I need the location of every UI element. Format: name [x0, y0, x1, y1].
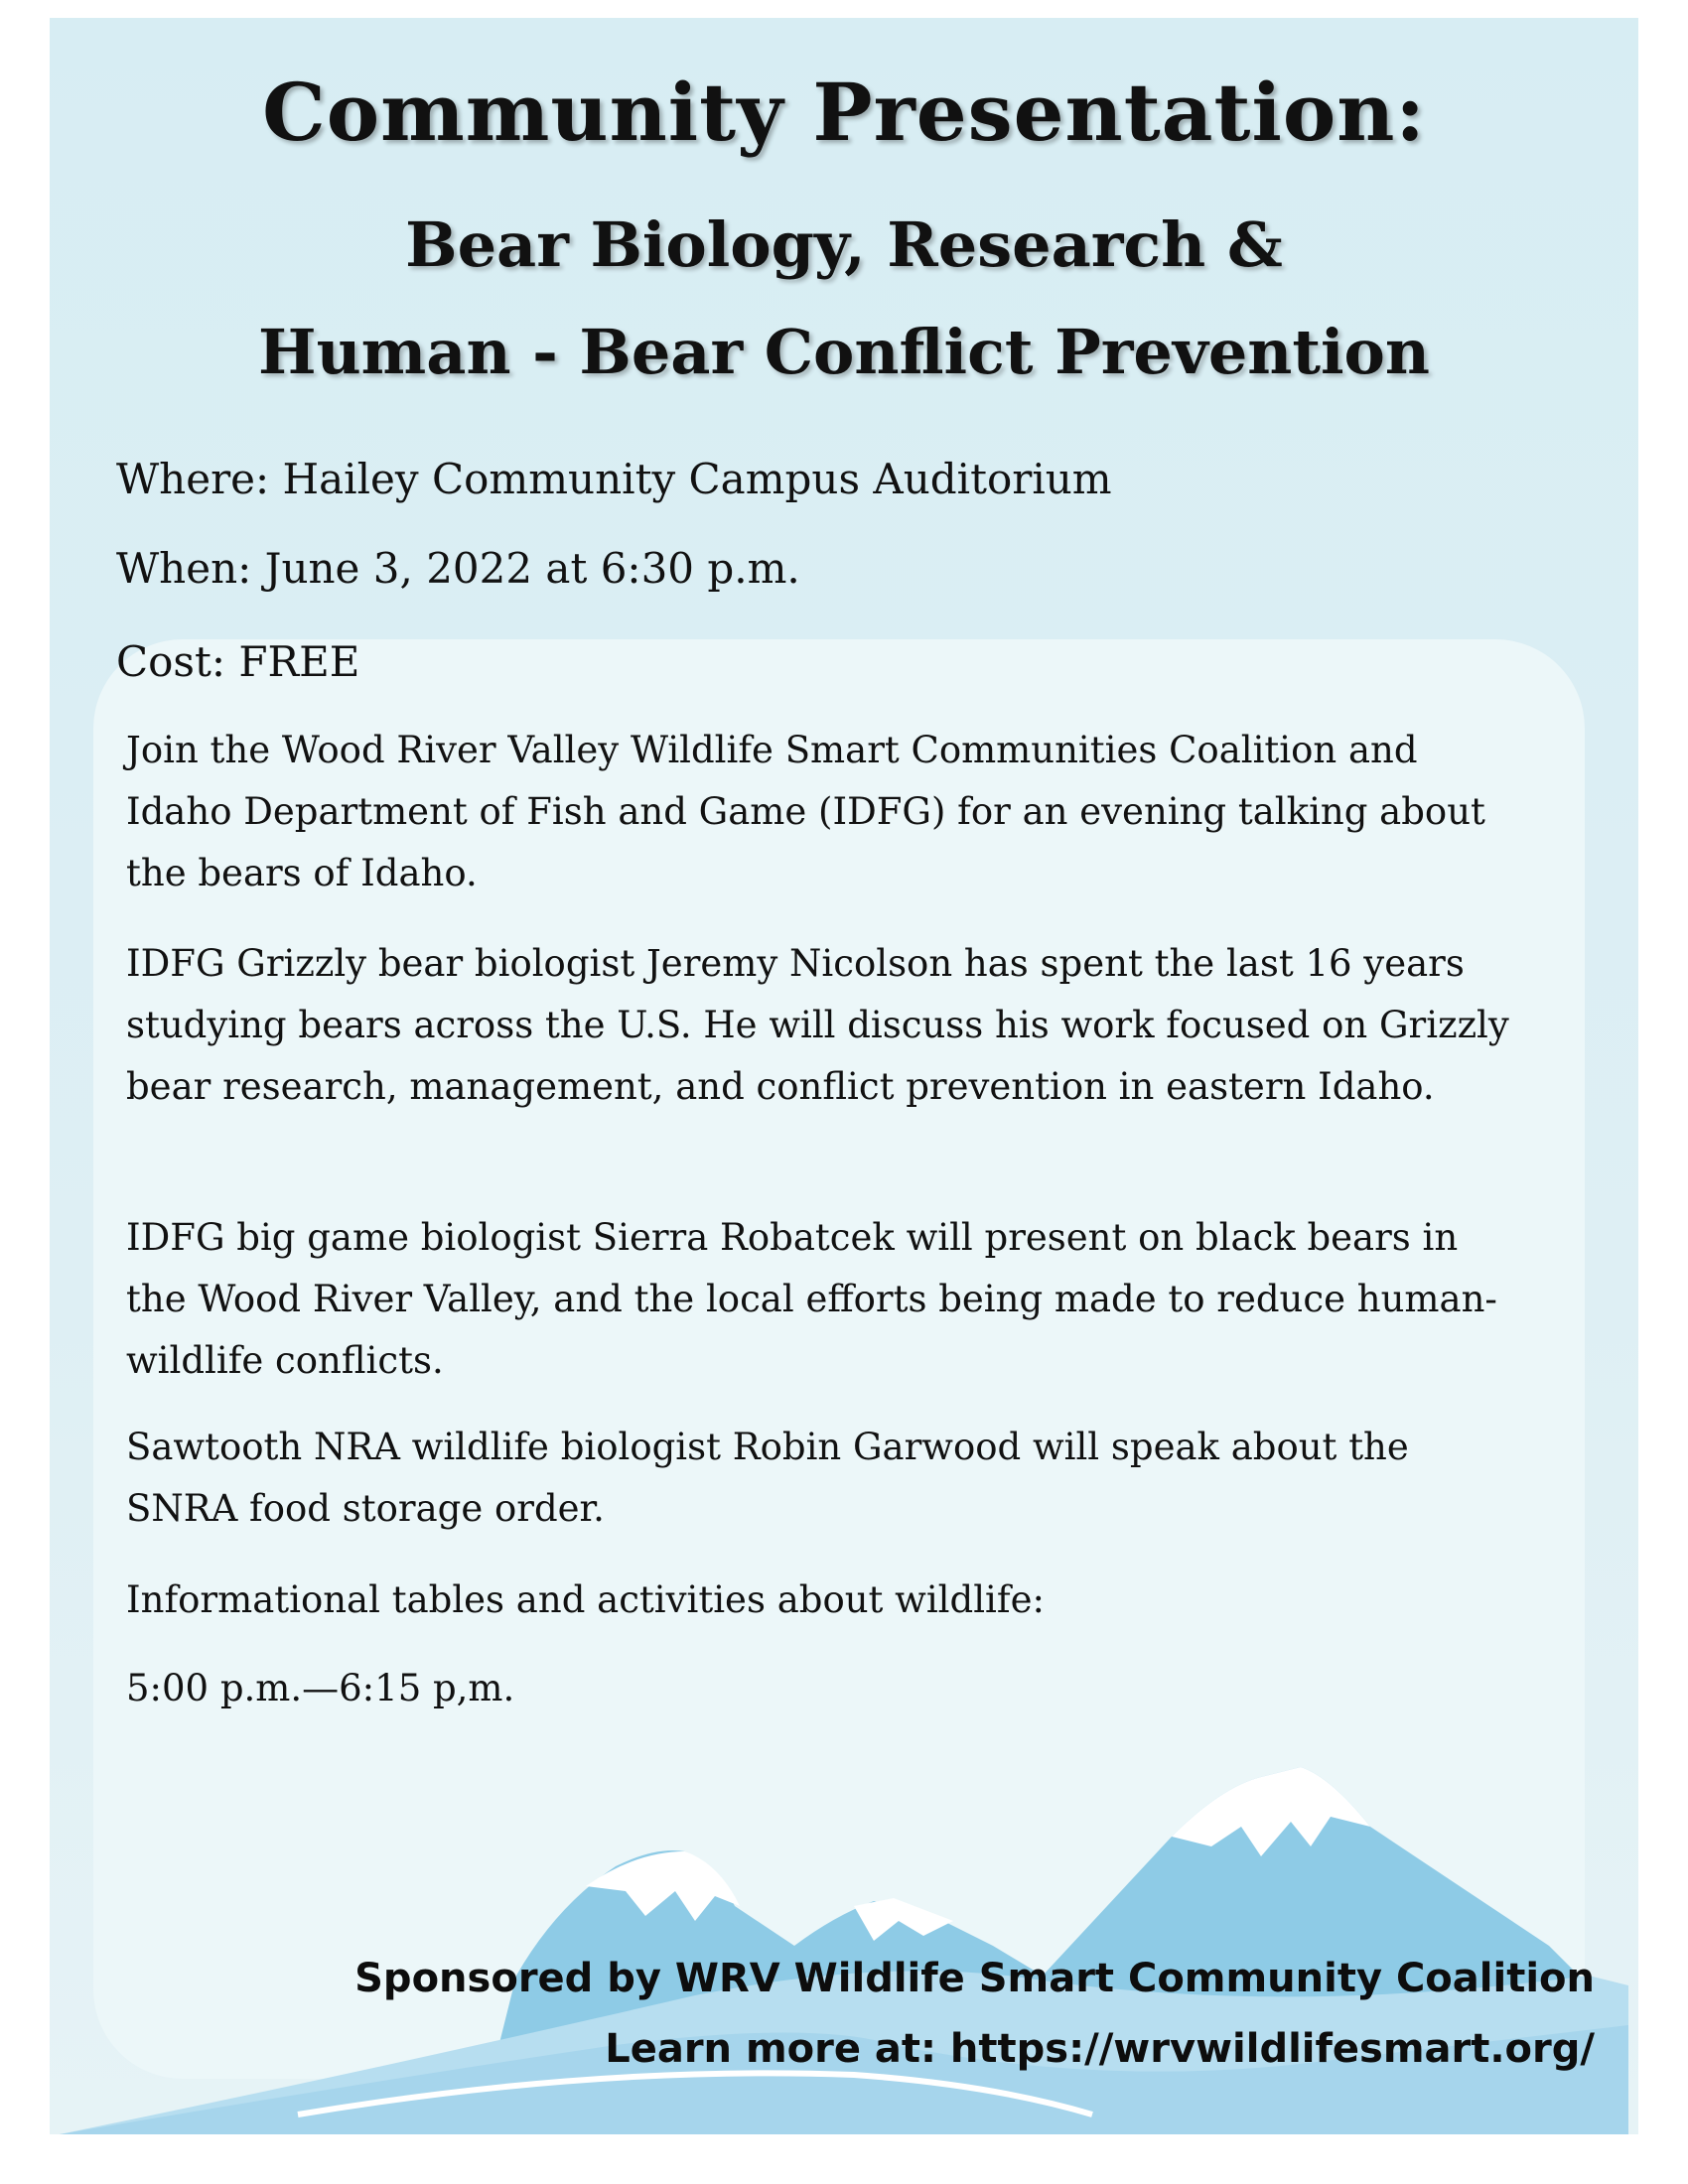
event-cost: Cost: FREE: [116, 637, 360, 686]
flyer-subtitle-line1: Bear Biology, Research &: [405, 208, 1283, 281]
intro-paragraph: Join the Wood River Valley Wildlife Smart Communities Coalition and Idaho Department of Fish and Game (IDFG) for an evening talking about the bears of Idaho.: [126, 729, 1485, 894]
speaker-paragraph-grizzly: IDFG Grizzly bear biologist Jeremy Nicolson has spent the last 16 years studying bears across the U.S. He will discuss his work focused on Grizzly bear research, management, and conflict prevention in eastern Idaho.: [126, 942, 1509, 1108]
sponsor-line: Sponsored by WRV Wildlife Smart Community Coalition: [354, 1956, 1595, 2001]
flyer-title: Community Presentation:: [262, 66, 1426, 159]
speaker-paragraph-snra: Sawtooth NRA wildlife biologist Robin Garwood will speak about the SNRA food storage order.: [126, 1426, 1409, 1530]
info-tables-paragraph: Informational tables and activities about wildlife:: [126, 1578, 1045, 1621]
flyer-subtitle-line2: Human - Bear Conflict Prevention: [258, 316, 1430, 388]
info-tables-time: 5:00 p.m.—6:15 p,m.: [126, 1667, 515, 1709]
event-location: Where: Hailey Community Campus Auditorium: [116, 455, 1112, 503]
event-date-time: When: June 3, 2022 at 6:30 p.m.: [116, 544, 800, 593]
speaker-paragraph-black-bears: IDFG big game biologist Sierra Robatcek will present on black bears in the Wood River Valley, and the local efforts being made to reduce human-wildlife conflicts.: [126, 1216, 1497, 1382]
learn-more-link[interactable]: Learn more at: https://wrvwildlifesmart.org/: [605, 2026, 1595, 2072]
